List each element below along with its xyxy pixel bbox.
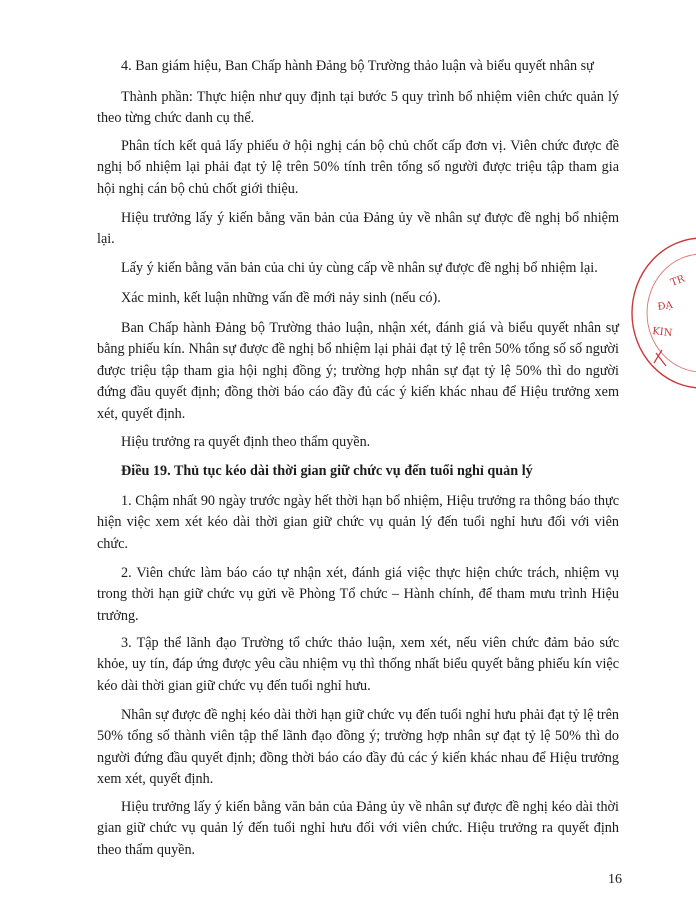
paragraph-extension-threshold: Nhân sự được đề nghị kéo dài thời hạn giữ chức vụ đến tuổi nghỉ hưu phải đạt tỷ lệ trên 50% tổng số thành viên tập thể lãnh đạo đồng ý; trường hợp nhân sự đạt tỷ lệ 50% thì do người đứng đầu quyết định; đồng thời báo cáo đầy đủ các ý kiến khác nhau để Hiệu trưởng xem xét, quyết định. [97, 707, 619, 788]
red-seal-stamp [636, 238, 696, 388]
stamp-text: TR [669, 273, 687, 289]
paragraph-extension-decision: Hiệu trưởng lấy ý kiến bằng văn bản của Đảng ủy về nhân sự được đề nghị kéo dài thời gian giữ chức vụ quản lý đến tuổi nghỉ hưu đối với viên chức. Hiệu trưởng ra quyết định theo thẩm quyền. [97, 799, 619, 858]
stamp-text: ĐẠ [656, 299, 674, 313]
stamp-inner-ring [647, 254, 696, 372]
paragraph-vote-analysis: Phân tích kết quả lấy phiếu ở hội nghị cán bộ chủ chốt cấp đơn vị. Viên chức được đề nghị bổ nhiệm lại phải đạt tỷ lệ trên 50% tính trên tổng số người được triệu tập tham gia hội nghị cán bộ chủ chốt giới thiệu. [97, 138, 619, 197]
page-number: 16 [608, 872, 622, 887]
paragraph-step-4: 4. Ban giám hiệu, Ban Chấp hành Đảng bộ Trường thảo luận và biểu quyết nhân sự [121, 58, 594, 74]
paragraph-item-3: 3. Tập thể lãnh đạo Trường tổ chức thảo luận, xem xét, nếu viên chức đảm bảo sức khỏe, uy tín, đáp ứng được yêu cầu nhiệm vụ thì thống nhất biểu quyết bằng phiếu kín việc kéo dài thời gian giữ chức vụ đến tuổi nghỉ hưu. [97, 635, 619, 694]
paragraph-executive-committee-vote: Ban Chấp hành Đảng bộ Trường thảo luận, nhận xét, đánh giá và biểu quyết nhân sự bằng phiếu kín. Nhân sự được đề nghị bổ nhiệm lại phải đạt tỷ lệ trên 50% tổng số số người được triệu tập tham gia hội nghị đồng ý; trường hợp nhân sự đạt tỷ lệ 50% thì do người đứng đầu quyết định; đồng thời báo cáo đầy đủ các ý kiến khác nhau để Hiệu trưởng xem xét, quyết định. [97, 320, 619, 422]
paragraph-verification: Xác minh, kết luận những vấn đề mới nảy sinh (nếu có). [121, 290, 441, 306]
stamp-text: KIN [651, 326, 673, 340]
stamp-ring [632, 238, 696, 388]
paragraph-composition: Thành phần: Thực hiện như quy định tại bước 5 quy trình bổ nhiệm viên chức quản lý theo từng chức danh cụ thể. [97, 89, 619, 127]
paragraph-rector-decision: Hiệu trưởng ra quyết định theo thẩm quyền. [121, 434, 371, 450]
paragraph-item-1: 1. Chậm nhất 90 ngày trước ngày hết thời hạn bổ nhiệm, Hiệu trưởng ra thông báo thực hiện việc xem xét kéo dài thời gian giữ chức vụ quản lý đến tuổi nghỉ hưu đối với viên chức. [97, 493, 619, 552]
article-19-heading: Điều 19. Thủ tục kéo dài thời gian giữ chức vụ đến tuổi nghỉ quản lý [121, 463, 533, 479]
paragraph-party-committee-opinion: Hiệu trưởng lấy ý kiến bằng văn bản của Đảng ủy về nhân sự được đề nghị bổ nhiệm lại. [97, 210, 619, 248]
paragraph-item-2: 2. Viên chức làm báo cáo tự nhận xét, đánh giá việc thực hiện chức trách, nhiệm vụ trong thời hạn giữ chức vụ gửi về Phòng Tổ chức – Hành chính, để tham mưu trình Hiệu trưởng. [97, 565, 619, 624]
stamp-mark [654, 350, 666, 366]
paragraph-cell-committee-opinion: Lấy ý kiến bằng văn bản của chi ủy cùng cấp về nhân sự được đề nghị bổ nhiệm lại. [121, 260, 598, 276]
